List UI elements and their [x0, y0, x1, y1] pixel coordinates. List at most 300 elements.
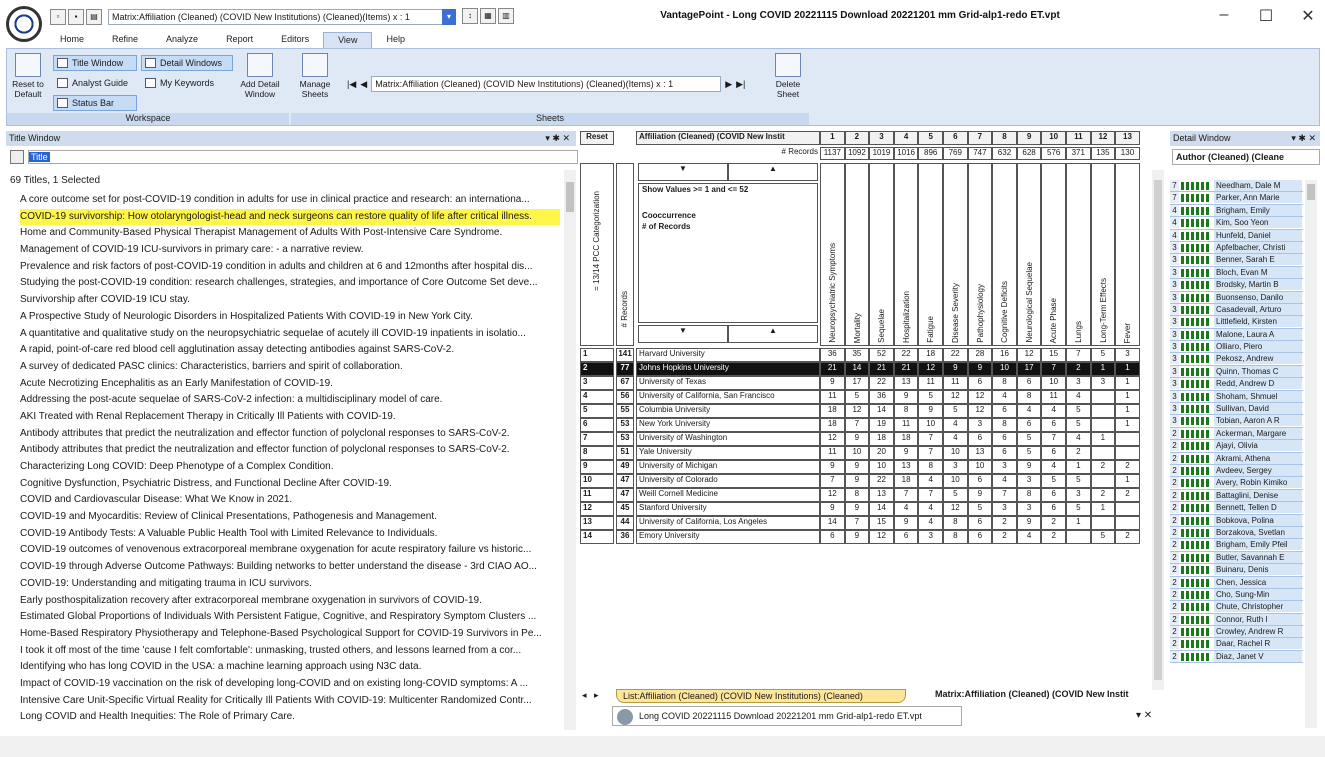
matrix-cell[interactable]: 6	[1041, 446, 1066, 460]
detail-list-item[interactable]	[1170, 192, 1303, 204]
pane-controls[interactable]: ▾ ✱ ✕	[545, 133, 570, 143]
matrix-cell[interactable]: 8	[943, 530, 968, 544]
matrix-cell[interactable]	[1066, 530, 1091, 544]
detail-list-item[interactable]	[1170, 651, 1303, 663]
matrix-cell[interactable]: 4	[992, 474, 1017, 488]
matrix-cell[interactable]: 4	[943, 432, 968, 446]
title-list-item[interactable]: Home and Community-Based Physical Therapist Management of Adults With Post-Intensive Care Syndrome.	[20, 227, 503, 239]
row-number[interactable]: 8	[580, 446, 614, 460]
matrix-cell[interactable]: 5	[1066, 502, 1091, 516]
matrix-cell[interactable]: 1	[1066, 516, 1091, 530]
matrix-cell[interactable]: 6	[894, 530, 919, 544]
title-list-item[interactable]: Early posthospitalization recovery after extracorporeal membrane oxygenation in survivors of COVID-19.	[20, 594, 482, 606]
sort-icon[interactable]: ↕	[462, 8, 478, 24]
column-number[interactable]: 6	[943, 131, 968, 145]
matrix-cell[interactable]	[1091, 474, 1116, 488]
detail-list-item[interactable]	[1170, 626, 1303, 638]
matrix-cell[interactable]: 11	[1041, 390, 1066, 404]
column-header[interactable]	[1066, 163, 1091, 346]
file-tab[interactable]	[612, 706, 962, 726]
detail-list-item[interactable]	[1170, 341, 1303, 353]
matrix-cell[interactable]	[1115, 502, 1140, 516]
row-number[interactable]: 14	[580, 530, 614, 544]
detail-list-item[interactable]	[1170, 366, 1303, 378]
tab-help[interactable]: Help	[386, 34, 405, 44]
title-list-item[interactable]: Estimated Global Proportions of Individuals With Persistent Fatigue, Cognitive, and Respiratory Symptom Clusters ...	[20, 611, 537, 623]
matrix-cell[interactable]: 9	[845, 530, 870, 544]
matrix-cell[interactable]: 5	[1091, 530, 1116, 544]
detail-list-item[interactable]	[1170, 304, 1303, 316]
matrix-cell[interactable]: 8	[1017, 390, 1042, 404]
matrix-cell[interactable]: 5	[943, 488, 968, 502]
matrix-cell[interactable]: 18	[869, 432, 894, 446]
column-number[interactable]: 10	[1041, 131, 1066, 145]
matrix-cell[interactable]: 14	[869, 502, 894, 516]
tab-report[interactable]: Report	[226, 34, 254, 44]
matrix-cell[interactable]: 9	[845, 502, 870, 516]
matrix-cell[interactable]: 2	[1041, 516, 1066, 530]
matrix-cell[interactable]: 6	[1041, 502, 1066, 516]
title-list-item[interactable]: COVID-19: Understanding and mitigating trauma in ICU survivors.	[20, 577, 312, 589]
detail-list-item[interactable]	[1170, 230, 1303, 242]
matrix-cell[interactable]: 12	[918, 362, 943, 376]
matrix-cell[interactable]: 8	[992, 418, 1017, 432]
matrix-cell[interactable]: 12	[820, 432, 845, 446]
matrix-cell[interactable]: 13	[894, 376, 919, 390]
row-number[interactable]: 12	[580, 502, 614, 516]
matrix-cell[interactable]: 9	[943, 362, 968, 376]
detail-list-item[interactable]	[1170, 552, 1303, 564]
matrix-cell[interactable]: 2	[1091, 460, 1116, 474]
matrix-cell[interactable]: 5	[1066, 404, 1091, 418]
sort-asc-button[interactable]: ▲	[728, 163, 818, 181]
matrix-cell[interactable]: 8	[1017, 488, 1042, 502]
title-list-item[interactable]: Cognitive Dysfunction, Psychiatric Distress, and Functional Decline After COVID-19.	[20, 477, 392, 489]
matrix-cell[interactable]: 3	[968, 418, 993, 432]
matrix-cell[interactable]: 6	[1041, 418, 1066, 432]
detail-list-item[interactable]	[1170, 614, 1303, 626]
matrix-cell[interactable]: 9	[1017, 460, 1042, 474]
matrix-cell[interactable]: 6	[1017, 376, 1042, 390]
detail-list-item[interactable]	[1170, 329, 1303, 341]
analyst-guide-toggle[interactable]	[53, 75, 137, 91]
matrix-cell[interactable]: 7	[1041, 362, 1066, 376]
matrix-cell[interactable]: 12	[968, 404, 993, 418]
matrix-cell[interactable]: 22	[894, 348, 919, 362]
detail-list-item[interactable]	[1170, 527, 1303, 539]
title-list-item[interactable]: A Prospective Study of Neurologic Disorders in Hospitalized Patients With COVID-19 in New York City.	[20, 310, 473, 322]
matrix-cell[interactable]: 11	[894, 418, 919, 432]
field-icon[interactable]	[10, 150, 24, 164]
matrix-cell[interactable]: 4	[894, 502, 919, 516]
matrix-cell[interactable]: 7	[894, 488, 919, 502]
matrix-cell[interactable]: 6	[968, 516, 993, 530]
matrix-cell[interactable]: 10	[869, 460, 894, 474]
matrix-cell[interactable]: 1	[1091, 502, 1116, 516]
row-name[interactable]: University of Washington	[636, 432, 820, 446]
title-list-item[interactable]: COVID-19 outcomes of venovenous extracorporeal membrane oxygenation for acute respiratory failure vs historic...	[20, 544, 532, 556]
matrix-cell[interactable]: 4	[1041, 404, 1066, 418]
matrix-cell[interactable]: 17	[1017, 362, 1042, 376]
column-header[interactable]	[1115, 163, 1140, 346]
matrix-cell[interactable]: 5	[1017, 432, 1042, 446]
title-list-item[interactable]: COVID-19 and Myocarditis: Review of Clinical Presentations, Pathogenesis and Management.	[20, 511, 437, 523]
print-icon[interactable]: ▤	[86, 9, 102, 25]
detail-list-item[interactable]	[1170, 564, 1303, 576]
matrix-cell[interactable]: 8	[943, 516, 968, 530]
matrix-cell[interactable]: 18	[820, 418, 845, 432]
detail-list-item[interactable]	[1170, 428, 1303, 440]
row-field-header[interactable]: Affiliation (Cleaned) (COVID New Instit	[636, 131, 820, 145]
matrix-cell[interactable]: 14	[845, 362, 870, 376]
matrix-cell[interactable]: 1	[1066, 460, 1091, 474]
detail-list-item[interactable]	[1170, 490, 1303, 502]
matrix-cell[interactable]: 9	[1017, 516, 1042, 530]
matrix-cell[interactable]: 5	[918, 390, 943, 404]
matrix-cell[interactable]: 7	[845, 418, 870, 432]
chart-icon[interactable]: ▥	[498, 8, 514, 24]
row-name[interactable]: Columbia University	[636, 404, 820, 418]
detail-list-item[interactable]	[1170, 267, 1303, 279]
row-name[interactable]: University of Michigan	[636, 460, 820, 474]
matrix-cell[interactable]	[1091, 418, 1116, 432]
matrix-cell[interactable]: 8	[992, 376, 1017, 390]
matrix-cell[interactable]: 10	[943, 446, 968, 460]
matrix-cell[interactable]: 15	[1041, 348, 1066, 362]
matrix-cell[interactable]: 2	[992, 516, 1017, 530]
matrix-cell[interactable]: 7	[992, 488, 1017, 502]
title-list-item[interactable]: Identifying who has long COVID in the USA: a machine learning approach using N3C data.	[20, 661, 422, 673]
matrix-cell[interactable]: 2	[1041, 530, 1066, 544]
matrix-cell[interactable]: 2	[1091, 488, 1116, 502]
title-list-item[interactable]: Antibody attributes that predict the neutralization and effector function of polyclonal responses to SARS-CoV-2.	[20, 427, 510, 439]
tab-scroll-right-icon[interactable]: ▸	[594, 690, 599, 700]
matrix-cell[interactable]: 4	[992, 390, 1017, 404]
scrollbar-thumb[interactable]	[1307, 184, 1315, 200]
matrix-cell[interactable]: 12	[968, 390, 993, 404]
row-number[interactable]: 13	[580, 516, 614, 530]
matrix-cell[interactable]: 12	[943, 502, 968, 516]
matrix-cell[interactable]: 22	[869, 474, 894, 488]
detail-list-item[interactable]	[1170, 279, 1303, 291]
matrix-cell[interactable]: 6	[1041, 488, 1066, 502]
tab-matrix-sheet[interactable]: Matrix:Affiliation (Cleaned) (COVID New Instit	[935, 689, 1129, 699]
matrix-cell[interactable]	[1091, 404, 1116, 418]
sheet-selector[interactable]: Matrix:Affiliation (Cleaned) (COVID New Institutions) (Cleaned)(Items) x : 1	[108, 9, 456, 25]
column-number[interactable]: 2	[845, 131, 870, 145]
matrix-cell[interactable]: 4	[1066, 390, 1091, 404]
detail-list-item[interactable]	[1170, 502, 1303, 514]
row-name[interactable]: Stanford University	[636, 502, 820, 516]
matrix-cell[interactable]: 10	[1041, 376, 1066, 390]
title-list-item[interactable]: Studying the post-COVID-19 condition: research challenges, strategies, and importance of Core Outcome Set deve...	[20, 277, 538, 289]
scrollbar-thumb[interactable]	[566, 182, 574, 212]
row-name[interactable]: University of Texas	[636, 376, 820, 390]
matrix-cell[interactable]: 1	[1091, 432, 1116, 446]
title-list-item[interactable]: Intensive Care Unit-Specific Virtual Reality for Critically Ill Patients With COVID-19: Multicenter Randomized Contr...	[20, 694, 532, 706]
matrix-cell[interactable]: 12	[845, 404, 870, 418]
detail-list-item[interactable]	[1170, 465, 1303, 477]
title-list-item[interactable]: COVID and Cardiovascular Disease: What We Know in 2021.	[20, 494, 293, 506]
title-list-item[interactable]: Characterizing Long COVID: Deep Phenotype of a Complex Condition.	[20, 461, 334, 472]
matrix-cell[interactable]: 9	[968, 488, 993, 502]
matrix-cell[interactable]: 7	[918, 488, 943, 502]
matrix-cell[interactable]: 10	[992, 362, 1017, 376]
detail-list-item[interactable]	[1170, 316, 1303, 328]
matrix-cell[interactable]: 10	[845, 446, 870, 460]
column-number[interactable]: 3	[869, 131, 894, 145]
matrix-icon[interactable]: ▦	[480, 8, 496, 24]
delete-sheet-button[interactable]	[771, 53, 805, 99]
row-name[interactable]: Emory University	[636, 530, 820, 544]
matrix-cell[interactable]: 7	[918, 446, 943, 460]
matrix-cell[interactable]: 3	[1017, 502, 1042, 516]
matrix-cell[interactable]: 9	[820, 460, 845, 474]
row-name[interactable]: University of California, San Francisco	[636, 390, 820, 404]
matrix-cell[interactable]: 1	[1115, 474, 1140, 488]
last-sheet-icon[interactable]: ▶|	[736, 78, 746, 89]
matrix-cell[interactable]: 7	[845, 516, 870, 530]
matrix-cell[interactable]: 15	[869, 516, 894, 530]
detail-list-item[interactable]	[1170, 217, 1303, 229]
matrix-cell[interactable]: 52	[869, 348, 894, 362]
matrix-cell[interactable]: 6	[992, 446, 1017, 460]
row-number[interactable]: 9	[580, 460, 614, 474]
matrix-cell[interactable]: 21	[894, 362, 919, 376]
row-name[interactable]: University of California, Los Angeles	[636, 516, 820, 530]
pane-controls[interactable]: ▾ ✱ ✕	[1291, 133, 1316, 143]
matrix-cell[interactable]: 3	[1066, 376, 1091, 390]
title-list-item[interactable]: Addressing the post-acute sequelae of SARS-CoV-2 infection: a multidisciplinary model of care.	[20, 394, 443, 406]
matrix-cell[interactable]: 3	[1066, 488, 1091, 502]
detail-list-item[interactable]	[1170, 539, 1303, 551]
matrix-cell[interactable]: 18	[918, 348, 943, 362]
sheet-nav-field[interactable]: Matrix:Affiliation (Cleaned) (COVID New Institutions) (Cleaned)(Items) x : 1	[371, 76, 721, 92]
matrix-cell[interactable]: 3	[943, 460, 968, 474]
matrix-cell[interactable]: 36	[869, 390, 894, 404]
matrix-cell[interactable]: 2	[1115, 488, 1140, 502]
title-list-item[interactable]: A quantitative and qualitative study on the neuropsychiatric sequelae of acutely ill COVID-19 inpatients in isolatio...	[20, 327, 526, 339]
matrix-cell[interactable]: 3	[992, 502, 1017, 516]
column-number[interactable]: 7	[968, 131, 993, 145]
file-close-icon[interactable]: ▾ ✕	[1136, 710, 1153, 721]
row-number[interactable]: 10	[580, 474, 614, 488]
matrix-cell[interactable]: 6	[992, 404, 1017, 418]
matrix-cell[interactable]: 6	[968, 530, 993, 544]
detail-list-item[interactable]	[1170, 292, 1303, 304]
matrix-cell[interactable]: 16	[992, 348, 1017, 362]
title-field-select[interactable]	[28, 150, 578, 164]
next-sheet-icon[interactable]: ▶	[725, 78, 733, 89]
column-number[interactable]: 4	[894, 131, 919, 145]
matrix-cell[interactable]: 6	[968, 474, 993, 488]
matrix-scrollbar[interactable]	[1152, 170, 1164, 690]
matrix-cell[interactable]: 9	[820, 502, 845, 516]
title-list-item[interactable]: COVID-19 Antibody Tests: A Valuable Public Health Tool with Limited Relevance to Individuals.	[20, 527, 438, 539]
matrix-cell[interactable]: 19	[869, 418, 894, 432]
save-icon[interactable]: ▪	[68, 9, 84, 25]
matrix-cell[interactable]: 4	[918, 502, 943, 516]
row-number[interactable]: 3	[580, 376, 614, 390]
matrix-cell[interactable]: 2	[1115, 530, 1140, 544]
detail-list-item[interactable]	[1170, 180, 1303, 192]
matrix-cell[interactable]: 6	[1017, 418, 1042, 432]
tab-view[interactable]: View	[323, 32, 372, 48]
detail-list-item[interactable]	[1170, 589, 1303, 601]
detail-list-item[interactable]	[1170, 254, 1303, 266]
matrix-cell[interactable]: 10	[968, 460, 993, 474]
chevron-down-icon[interactable]: ▾	[442, 9, 456, 25]
matrix-cell[interactable]: 11	[943, 376, 968, 390]
prev-sheet-icon[interactable]: ◀	[360, 78, 368, 89]
title-list-item[interactable]: A core outcome set for post-COVID-19 condition in adults for use in clinical practice and research: an internationa...	[20, 194, 530, 205]
title-list-item[interactable]: A rapid, point-of-care red blood cell agglutination assay detecting antibodies against SARS-CoV-2.	[20, 344, 455, 356]
matrix-cell[interactable]: 5	[943, 404, 968, 418]
title-window-toggle[interactable]	[53, 55, 137, 71]
matrix-cell[interactable]: 4	[1066, 432, 1091, 446]
matrix-cell[interactable]: 7	[1041, 432, 1066, 446]
matrix-cell[interactable]: 6	[820, 530, 845, 544]
tab-analyze[interactable]: Analyze	[166, 34, 199, 44]
detail-list-item[interactable]	[1170, 601, 1303, 613]
matrix-cell[interactable]	[1115, 446, 1140, 460]
detail-list-item[interactable]	[1170, 205, 1303, 217]
maximize-icon[interactable]: ☐	[1258, 8, 1274, 25]
matrix-cell[interactable]: 4	[1017, 404, 1042, 418]
detail-list-item[interactable]	[1170, 453, 1303, 465]
matrix-cell[interactable]: 9	[894, 390, 919, 404]
detail-windows-toggle[interactable]	[141, 55, 233, 71]
detail-list-item[interactable]	[1170, 577, 1303, 589]
title-list-item[interactable]: Survivorship after COVID-19 ICU stay.	[20, 294, 190, 306]
matrix-cell[interactable]: 13	[968, 446, 993, 460]
matrix-cell[interactable]: 13	[894, 460, 919, 474]
matrix-cell[interactable]: 1	[1091, 362, 1116, 376]
status-bar-toggle[interactable]	[53, 95, 137, 111]
matrix-cell[interactable]: 1	[1115, 404, 1140, 418]
matrix-cell[interactable]: 18	[894, 432, 919, 446]
matrix-cell[interactable]	[1115, 432, 1140, 446]
matrix-cell[interactable]: 4	[943, 418, 968, 432]
matrix-cell[interactable]: 5	[1041, 474, 1066, 488]
detail-list-item[interactable]	[1170, 391, 1303, 403]
detail-scrollbar[interactable]	[1305, 180, 1317, 728]
row-name[interactable]: Johns Hopkins University	[636, 362, 820, 376]
column-number[interactable]: 1	[820, 131, 845, 145]
detail-field-select[interactable]: Author (Cleaned) (Cleane	[1172, 149, 1320, 165]
title-list-item[interactable]: Home-Based Respiratory Physiotherapy and Telephone-Based Psychological Support for COVID-19 Survivors in Pe...	[20, 627, 542, 639]
matrix-cell[interactable]: 2	[992, 530, 1017, 544]
matrix-cell[interactable]: 3	[1091, 376, 1116, 390]
detail-list-item[interactable]	[1170, 477, 1303, 489]
column-number[interactable]: 11	[1066, 131, 1091, 145]
column-number[interactable]: 9	[1017, 131, 1042, 145]
matrix-cell[interactable]: 22	[869, 376, 894, 390]
column-number[interactable]: 13	[1115, 131, 1140, 145]
matrix-cell[interactable]: 3	[992, 460, 1017, 474]
column-number[interactable]: 12	[1091, 131, 1116, 145]
sort-desc-button[interactable]: ▼	[638, 325, 728, 343]
matrix-cell[interactable]: 2	[1066, 446, 1091, 460]
row-name[interactable]: Yale University	[636, 446, 820, 460]
matrix-cell[interactable]: 6	[968, 432, 993, 446]
matrix-cell[interactable]: 28	[968, 348, 993, 362]
matrix-cell[interactable]: 8	[845, 488, 870, 502]
title-list-item[interactable]: Long COVID and Health Inequities: The Role of Primary Care.	[20, 711, 295, 723]
title-list-item[interactable]: AKI Treated with Renal Replacement Therapy in Critically Ill Patients with COVID-19.	[20, 410, 396, 422]
matrix-cell[interactable]: 9	[894, 516, 919, 530]
matrix-cell[interactable]: 9	[820, 376, 845, 390]
row-number[interactable]: 1	[580, 348, 614, 362]
matrix-cell[interactable]: 22	[943, 348, 968, 362]
matrix-cell[interactable]: 1	[1115, 376, 1140, 390]
matrix-cell[interactable]: 5	[845, 390, 870, 404]
title-list-item[interactable]: I took it off most of the time 'cause I felt comfortable': unmasking, trusted others, and lessons learned from a cor...	[20, 644, 522, 656]
matrix-cell[interactable]: 7	[918, 432, 943, 446]
tab-list-sheet[interactable]: List:Affiliation (Cleaned) (COVID New Institutions) (Cleaned)	[616, 689, 906, 703]
matrix-cell[interactable]: 10	[943, 474, 968, 488]
matrix-cell[interactable]: 13	[869, 488, 894, 502]
reset-to-default-button[interactable]	[11, 53, 45, 99]
minimize-icon[interactable]: –	[1219, 6, 1229, 23]
matrix-cell[interactable]: 1	[1115, 362, 1140, 376]
matrix-cell[interactable]: 12	[820, 488, 845, 502]
matrix-cell[interactable]: 5	[1091, 348, 1116, 362]
matrix-cell[interactable]: 17	[845, 376, 870, 390]
title-list-item[interactable]: Prevalence and risk factors of post-COVID-19 condition in adults and children at 6 and 12months after hospital dis...	[20, 260, 533, 272]
matrix-cell[interactable]: 4	[918, 474, 943, 488]
column-number[interactable]: 5	[918, 131, 943, 145]
title-list-item[interactable]: Antibody attributes that predict the neutralization and effector function of polyclonal responses to SARS-CoV-2.	[20, 444, 510, 456]
matrix-cell[interactable]: 9	[968, 362, 993, 376]
detail-list-item[interactable]	[1170, 353, 1303, 365]
matrix-cell[interactable]: 20	[869, 446, 894, 460]
detail-list-item[interactable]	[1170, 403, 1303, 415]
matrix-cell[interactable]: 9	[845, 474, 870, 488]
my-keywords-toggle[interactable]	[141, 75, 233, 91]
title-list-item[interactable]: Acute Necrotizing Encephalitis as an Early Manifestation of COVID-19.	[20, 377, 333, 389]
matrix-cell[interactable]: 10	[918, 418, 943, 432]
tab-editors[interactable]: Editors	[281, 34, 310, 44]
close-icon[interactable]: ✕	[1301, 8, 1315, 25]
matrix-cell[interactable]: 6	[968, 376, 993, 390]
row-number[interactable]: 7	[580, 432, 614, 446]
matrix-cell[interactable]: 5	[1066, 418, 1091, 432]
sort-desc-button[interactable]: ▼	[638, 163, 728, 181]
matrix-cell[interactable]: 5	[968, 502, 993, 516]
title-list-item[interactable]: A survey of dedicated PASC clinics: Characteristics, barriers and spirit of collaboration.	[20, 360, 403, 372]
row-number[interactable]: 4	[580, 390, 614, 404]
matrix-cell[interactable]	[1091, 446, 1116, 460]
scrollbar-thumb[interactable]	[1154, 180, 1162, 680]
matrix-cell[interactable]: 9	[918, 404, 943, 418]
add-detail-window-button[interactable]	[235, 53, 285, 99]
matrix-cell[interactable]: 8	[894, 404, 919, 418]
tab-home[interactable]: Home	[60, 34, 85, 44]
matrix-cell[interactable]	[1115, 516, 1140, 530]
title-scrollbar[interactable]	[564, 170, 576, 730]
matrix-cell[interactable]: 7	[1066, 348, 1091, 362]
row-number[interactable]: 6	[580, 418, 614, 432]
first-sheet-icon[interactable]: |◀	[347, 78, 357, 89]
matrix-cell[interactable]: 11	[820, 390, 845, 404]
app-logo-icon[interactable]	[6, 6, 42, 42]
matrix-cell[interactable]: 5	[1066, 474, 1091, 488]
matrix-cell[interactable]: 35	[845, 348, 870, 362]
tab-refine[interactable]: Refine	[112, 34, 139, 44]
matrix-cell[interactable]: 4	[1041, 460, 1066, 474]
matrix-cell[interactable]: 4	[1017, 530, 1042, 544]
